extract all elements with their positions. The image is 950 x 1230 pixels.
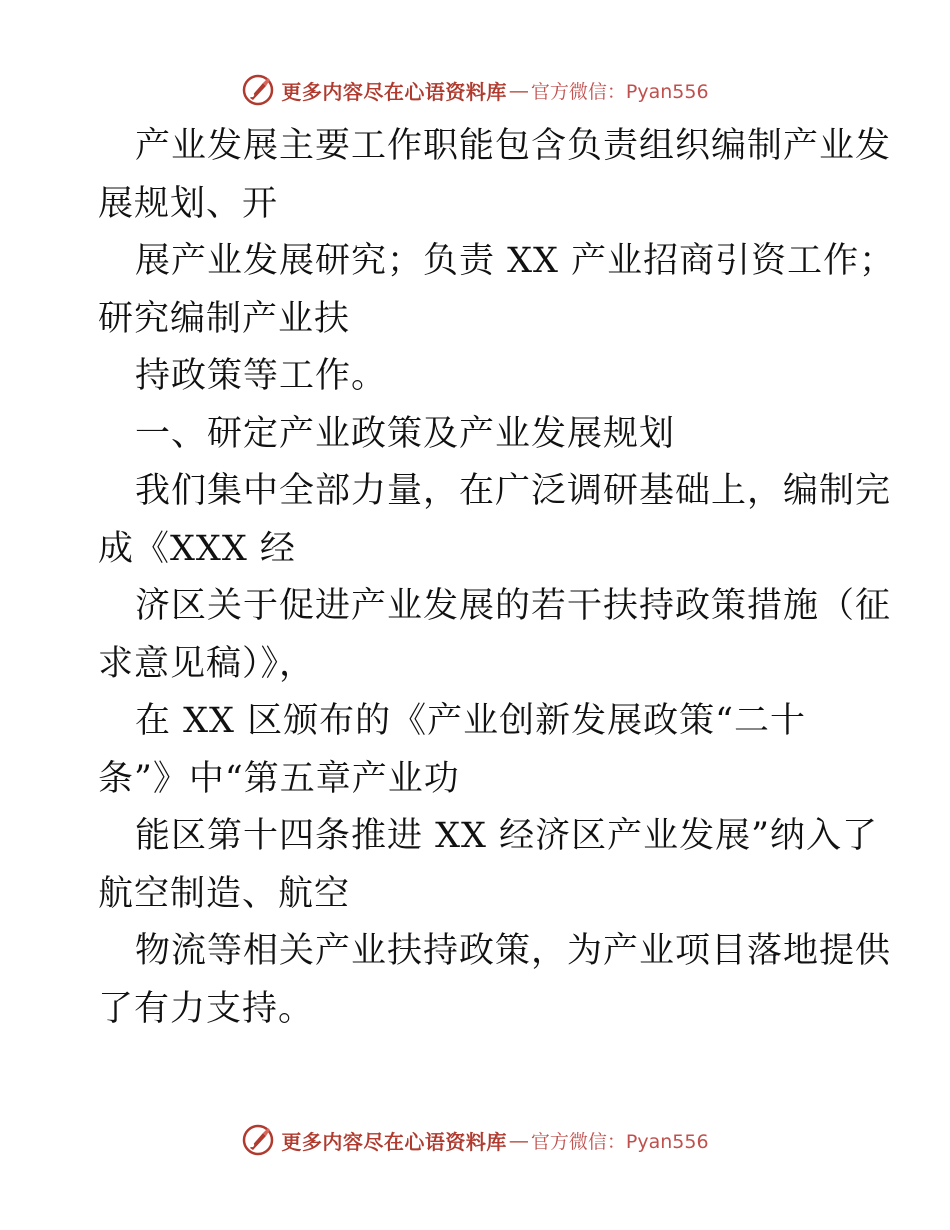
watermark-dash: — bbox=[508, 1128, 529, 1152]
paragraph-line: 持政策等工作。 bbox=[135, 356, 388, 396]
paragraph-line: 能区第十四条推进 XX 经济区产业发展”纳入了 bbox=[135, 816, 878, 856]
footer-watermark bbox=[0, 1120, 950, 1160]
watermark-brand-text: 更多内容尽在心语资料库 bbox=[281, 79, 507, 104]
paragraph-line: 展产业发展研究；负责 XX 产业招商引资工作； bbox=[135, 241, 896, 281]
paragraph-line: 航空制造、航空 bbox=[98, 873, 351, 914]
watermark-dash: — bbox=[508, 78, 529, 102]
header-watermark bbox=[0, 70, 950, 110]
quill-logo-icon bbox=[241, 1123, 275, 1157]
paragraph-line: 物流等相关产业扶持政策，为产业项目落地提供 bbox=[135, 931, 892, 971]
watermark-contact-text: 官方微信：Pyan556 bbox=[530, 1130, 709, 1153]
quill-logo-icon bbox=[241, 73, 275, 107]
paragraph-line: 研究编制产业扶 bbox=[98, 298, 351, 339]
paragraph-line: 产业发展主要工作职能包含负责组织编制产业发 bbox=[135, 126, 892, 166]
paragraph-line: 济区关于促进产业发展的若干扶持政策措施（征 bbox=[135, 586, 892, 626]
paragraph-line: 我们集中全部力量，在广泛调研基础上，编制完 bbox=[135, 471, 892, 511]
paragraph-line: 求意见稿）》， bbox=[98, 643, 316, 684]
paragraph-line: 成《XXX 经 bbox=[98, 528, 296, 569]
paragraph-line: 在 XX 区颁布的《产业创新发展政策“二十 bbox=[135, 701, 806, 741]
paragraph-line: 条”》中“第五章产业功 bbox=[98, 758, 460, 799]
watermark-brand-text: 更多内容尽在心语资料库 bbox=[281, 1129, 507, 1154]
watermark-contact-text: 官方微信：Pyan556 bbox=[530, 80, 709, 103]
paragraph-line: 了有力支持。 bbox=[98, 988, 315, 1029]
section-heading: 一、研定产业政策及产业发展规划 bbox=[135, 413, 676, 454]
paragraph-line: 展规划、开 bbox=[98, 183, 279, 224]
document-body bbox=[98, 118, 896, 1038]
